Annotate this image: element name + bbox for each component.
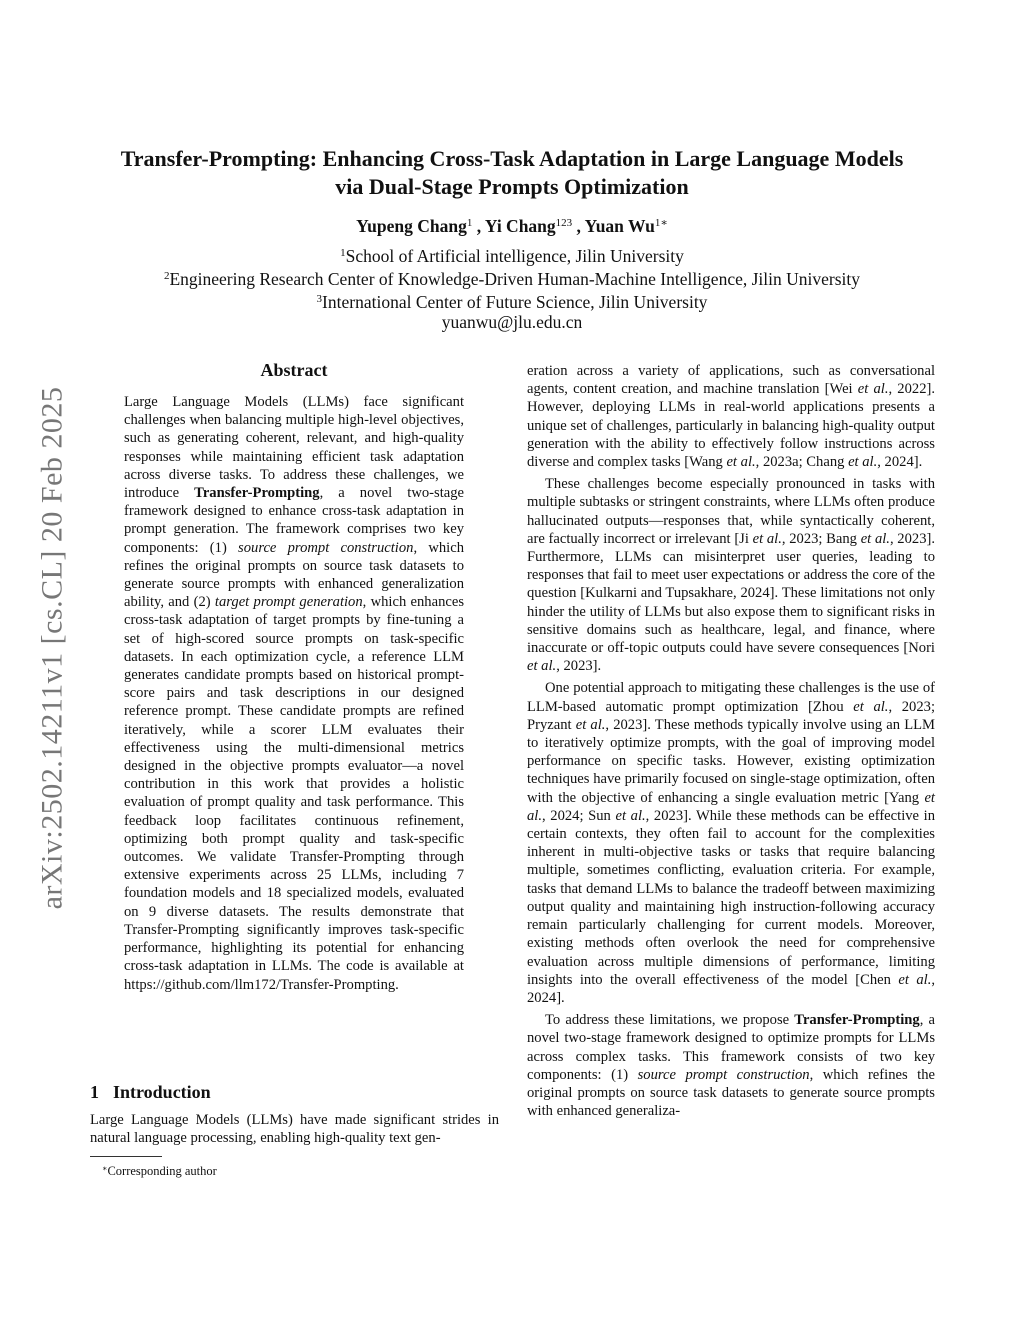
author-separator: ,: [472, 216, 485, 236]
text-run: , which refines the original prompts on source task datasets to generate source prompts with enhanced generaliza-: [527, 1066, 935, 1120]
footnote-mark: ∗: [102, 1164, 108, 1173]
section-heading-introduction: [90, 1082, 211, 1103]
citation-etal: et al.: [857, 381, 889, 398]
text-run: eration across a variety of applications, such as conversational agents, content creation, and machine translation [Wei: [527, 363, 935, 398]
affiliation-3: [60, 288, 964, 313]
text-run: , 2023].: [556, 658, 602, 675]
affiliation-text: School of Artificial intelligence, Jilin University: [345, 246, 684, 266]
author-marks: 1: [466, 217, 473, 229]
citation-etal: et al.: [853, 698, 889, 715]
text-run: To address these limitations, we propose: [545, 1012, 795, 1029]
affiliation-mark: 3: [316, 293, 323, 305]
email-text: yuanwu@jlu.edu.cn: [441, 312, 583, 332]
introduction-left-text: Large Language Models (LLMs) have made significant strides in natural language processing, enabling high-quality text gen-: [90, 1112, 499, 1147]
abstract-heading: Abstract: [260, 360, 328, 380]
paper-title-line-1: Transfer-Prompting: Enhancing Cross-Task Adaptation in Large Language Models: [120, 146, 904, 171]
affiliation-mark: 2: [163, 270, 170, 282]
text-run: , 2024; Sun: [542, 807, 616, 824]
footnote-rule: [90, 1156, 162, 1157]
text-run: , 2023]. Furthermore, LLMs can misinterpret user queries, leading to responses that fail to meet user expectations or address the core of the question [Kulkarni and Tupsakhare, 2024]. These limitations not only hinder the utility of LLMs but also expose them to significant risks in sensitive domains such as healthcare, legal, and finance, where inaccurate or off-topic outputs could have severe consequences [Nori: [527, 530, 936, 657]
section-title-text: Introduction: [113, 1082, 211, 1102]
component-term: source prompt construction: [637, 1066, 810, 1083]
text-run: , a novel two-stage framework designed to optimize prompts for LLMs across complex tasks. This framework consists of two key components: (1): [527, 1012, 935, 1083]
text-run: , 2022]. However, deploying LLMs in real-world applications presents a unique set of challenges, particularly in balancing high-quality output generation with the ability to effectively follow instructions across diverse and complex tasks [Wang: [527, 381, 935, 471]
affiliation-text: International Center of Future Science, Jilin University: [322, 292, 708, 312]
citation-etal: et al.: [575, 716, 606, 733]
framework-name: Transfer-Prompting: [794, 1012, 920, 1029]
text-run: , 2023; Pryzant: [527, 698, 935, 733]
abstract-part: , which refines the original prompts on source task datasets to generate source prompts with enhanced generalization ability, and (2): [124, 539, 464, 611]
abstract-part: , a novel two-stage framework designed to enhance cross-task adaptation in prompt generation. The framework comprises two key components: (1): [124, 485, 464, 556]
abstract-text: [124, 393, 464, 994]
text-run: , 2023]. While these methods can be effective in certain contexts, they often fail to account for the complexities inherent in multi-objective tasks or tasks that require balancing multiple, sometimes conflicting, evaluation criteria. For example, tasks that demand LLMs to balance the tradeoff between maximizing output quality and maintaining high instruction-following accuracy remain particularly challenging for current models. Moreover, existing methods often overlook the need for comprehensive evaluation across multiple dimensions of performance, limiting insights into the overall effectiveness of the model [Chen: [527, 807, 936, 988]
author-name: Yupeng Chang: [356, 216, 467, 236]
citation-et: et: [726, 454, 737, 471]
footnote-text: Corresponding author: [107, 1164, 217, 1178]
citation-al: al.: [740, 454, 756, 471]
affiliation-1: [60, 242, 964, 267]
paper-title: [70, 145, 954, 201]
citation-etal: et al.: [527, 789, 935, 824]
author-separator: ,: [572, 216, 585, 236]
component-term: target prompt generation: [214, 594, 363, 611]
text-run: , 2023]. These methods typically involve using an LLM to iteratively optimize prompts, with the goal of improving model performance on specific tasks. However, existing optimization techniques have primarily focused on single-stage optimization, often with the objective of enhancing a single evaluation metric [Yang: [527, 716, 936, 806]
framework-name: Transfer-Prompting: [194, 485, 320, 502]
citation-etal: et al.: [848, 454, 878, 471]
paragraph: [527, 679, 935, 1007]
affiliation-mark: 1: [340, 247, 346, 259]
component-term: source prompt construction: [238, 539, 414, 556]
footnote: [102, 1161, 217, 1179]
author-marks: 1∗: [654, 217, 668, 229]
citation-etal: et al.: [527, 658, 557, 675]
text-run: These challenges become especially pronounced in tasks with multiple subtasks or stringent constraints, where LLMs often produce hallucinated outputs—responses that, while syntactically coherent, are factually incorrect or irrelevant [Ji: [527, 476, 935, 547]
affiliation-2: [60, 265, 964, 290]
paragraph: [527, 1011, 935, 1120]
citation-etal: et al.: [752, 530, 782, 547]
citation-etal: et al.: [898, 971, 932, 988]
author-marks: 123: [555, 217, 573, 229]
text-run: , 2024].: [877, 454, 923, 471]
paragraph: [527, 475, 935, 675]
text-run: , 2023a; Chang: [755, 454, 849, 471]
paragraph: [527, 362, 935, 471]
text-run: One potential approach to mitigating these challenges is the use of LLM-based automatic prompt optimization [Zhou: [527, 680, 935, 715]
author-list: [70, 216, 954, 237]
affiliation-text: Engineering Research Center of Knowledge-Driven Human-Machine Intelligence, Jilin University: [169, 269, 861, 289]
citation-etal: et al.: [615, 807, 646, 824]
paper-title-line-2: via Dual-Stage Prompts Optimization: [335, 174, 689, 199]
abstract-part: Large Language Models (LLMs) face significant challenges when balancing multiple high-level objectives, such as generating coherent, relevant, and high-quality responses while maintaining efficient task adaptation across diverse tasks. To address these challenges, we introduce: [124, 394, 464, 502]
abstract-part: , which enhances cross-task adaptation of target prompts by fine-tuning a set of high-scored source prompts on task-specific datasets. In each optimization cycle, a reference LLM generates candidate prompts based on historical prompt-score pairs and task descriptions in our designed reference prompt. These candidate prompts are refined iteratively, while a scorer LLM evaluates their effectiveness using the multi-dimensional metrics designed in the objective prompts evaluator—a novel contribution in this work that provides a holistic evaluation of prompt quality and task performance. This feedback loop facilitates continuous refinement, optimizing both prompt quality and task-specific outcomes. We validate Transfer-Prompting through extensive experiments across 25 LLMs, including 7 foundation models and 18 specialized models, evaluated on 9 diverse datasets. The results demonstrate that Transfer-Prompting significantly improves task-specific performance, highlighting its potential for enhancing cross-task adaptation in LLMs. The code is available at https://github.com/llm172/Transfer-Prompting.: [124, 594, 465, 993]
introduction-right-column: [527, 362, 935, 1124]
section-number: 1: [90, 1082, 99, 1102]
author-name: Yuan Wu: [584, 216, 655, 236]
author-name: Yi Chang: [484, 216, 556, 236]
text-run: , 2023; Bang: [781, 530, 861, 547]
text-run: , 2024].: [527, 971, 935, 1006]
citation-etal: et al.: [860, 530, 890, 547]
email: [60, 311, 964, 333]
arxiv-identifier-text: arXiv:2502.14211v1 [cs.CL] 20 Feb 2025: [35, 386, 68, 909]
arxiv-identifier: [32, 350, 72, 945]
